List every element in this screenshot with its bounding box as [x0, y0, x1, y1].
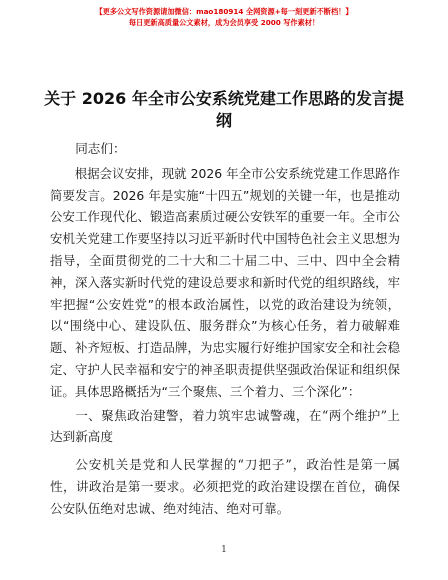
- document-body: [50, 138, 400, 520]
- page-number: 1: [221, 545, 227, 555]
- promo-banner-line-2: 每日更新高质量公文素材，成为会员享受 2000 写作素材！: [128, 18, 320, 27]
- document-title: 关于 2026 年全市公安系统党建工作思路的发言提纲: [44, 89, 404, 130]
- paragraph-section-1: 公安机关是党和人民掌握的“刀把子”，政治性是第一属性，讲政治是第一要求。必须把党的政治建设摆在首位，确保公安队伍绝对忠诚、绝对纯洁、绝对可靠。: [50, 457, 400, 516]
- section-heading-1: 一、聚焦政治建警，着力筑牢忠诚警魂，在“两个维护”上达到新高度: [50, 407, 400, 445]
- paragraph-intro: 根据会议安排，现就 2026 年全市公安系统党建工作思路作简要发言。2026 年是实施“十四五”规划的关键一年，也是推动公安工作现代化、锻造高素质过硬公安铁军的重要一年。全市公安机关党建工作要坚持以习近平新时代中国特色社会主义思想为指导，全面贯彻党的二十大和二十届二中、三中、四中全会精神，深入落实新时代党的建设总要求和新时代党的组织路线，牢牢把握“公安姓党”的根本政治属性，以党的政治建设为统领，以“围绕中心、建设队伍、服务群众”为核心任务，着力破解难题、补齐短板、打造品牌，为忠实履行好维护国家安全和社会稳定、守护人民幸福和安宁的神圣职责提供坚强政治保证和组织保证。具体思路概括为“三个聚焦、三个着力、三个深化”：: [50, 165, 400, 399]
- promo-banner-line-1: 【更多公文写作资源请加微信：mao180914 全网资源+每一刻更新不断档！】: [95, 7, 353, 16]
- salutation: 同志们：: [75, 141, 126, 156]
- promo-banner: [0, 6, 448, 28]
